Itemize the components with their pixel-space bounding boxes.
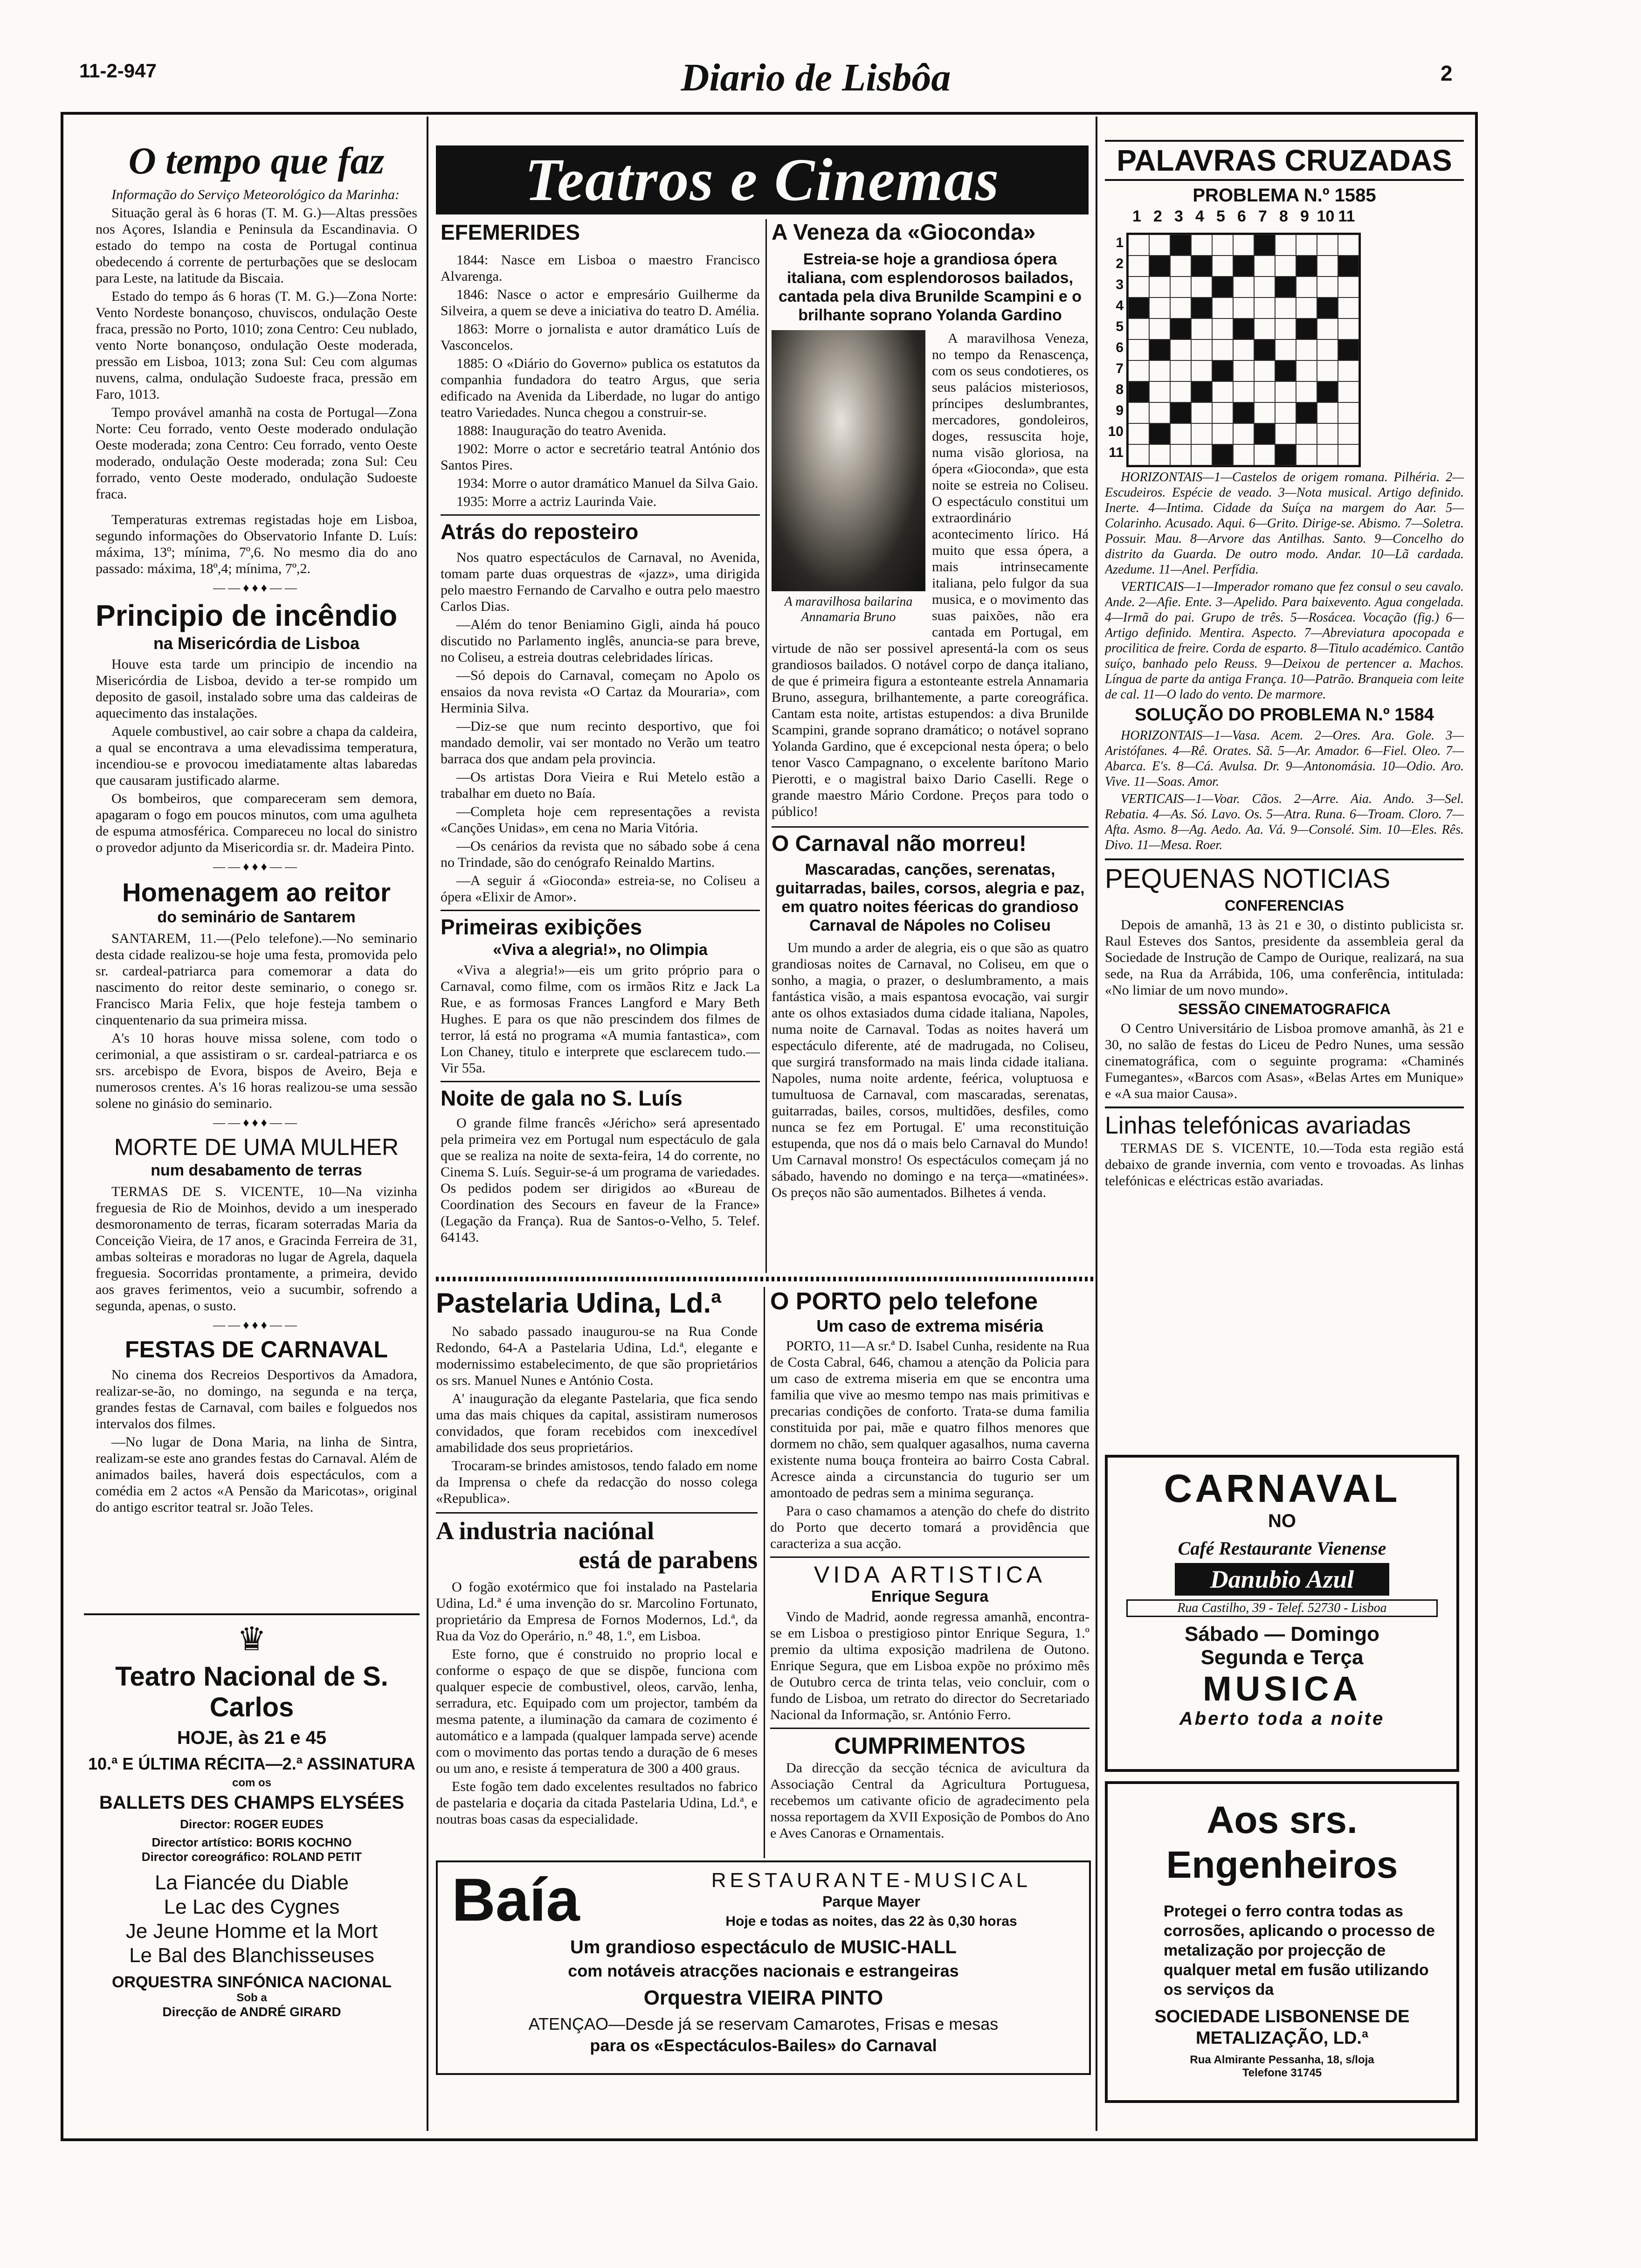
column-right <box>1105 140 1464 1352</box>
teatros-col-b <box>772 219 1089 1273</box>
crossword-col-number: 9 <box>1300 207 1309 225</box>
repo-item: —Além do tenor Beniamino Gigli, ainda há pouco discutido no Parlamento inglês, anuncia-se para breve, no Coliseu, a estreia doutras celebridades líricas. <box>441 617 760 665</box>
morte-subhead: num desabamento de terras <box>151 1162 362 1179</box>
crossword-cell <box>1233 381 1254 402</box>
crossword-cell <box>1317 235 1338 256</box>
crossword-cell <box>1170 444 1191 465</box>
crossword-cell <box>1338 444 1359 465</box>
crossword-cell <box>1275 423 1296 444</box>
crossword-cell <box>1254 235 1275 256</box>
crossword-cell <box>1338 256 1359 277</box>
scarlos-orchestra: ORQUESTRA SINFÓNICA NACIONAL <box>111 1973 392 1991</box>
crossword-cell <box>1212 444 1233 465</box>
danubio-days-1: Sábado — Domingo <box>1185 1623 1379 1646</box>
crossword-cell <box>1170 360 1191 381</box>
baia-line2: com notáveis atracções nacionais e estrangeiras <box>568 1961 959 1980</box>
crossword-cell <box>1275 402 1296 423</box>
crossword-cell <box>1128 402 1149 423</box>
scarlos-com: com os <box>232 1777 272 1789</box>
ornament-divider: ——♦♦♦—— <box>213 860 300 873</box>
crossword-cell <box>1149 277 1170 297</box>
crossword-cell <box>1296 381 1317 402</box>
pequenas-title: PEQUENAS NOTICIAS <box>1105 858 1464 895</box>
crossword-cell <box>1317 256 1338 277</box>
crossword-problem: PROBLEMA N.º 1585 <box>1193 185 1376 206</box>
primeiras-para: «Viva a alegria!»—eis um grito próprio para o Carnaval, como filme, com os irmãos Ritz e Jack La Rue, e as formosas Frances Langford e Mary Beth Hughes. E para os que não prescindem dos filmes de terror, lá está no programa «A mumia fantastica», com Lon Chaney, titulo e interprete que esclarecem tudo.—Vir 55a. <box>441 962 760 1076</box>
scarlos-work: Le Lac des Cygnes <box>164 1895 340 1918</box>
pastelaria-para: A' inauguração da elegante Pastelaria, que fica sendo uma das mais chiques da capital, assistiram numerosos convidados, que foram recebidos com inexcedível amabilidade dos seus proprietários. <box>436 1391 758 1455</box>
engenheiros-company: SOCIEDADE LISBONENSE DE METALIZAÇÃO, LD.ª <box>1154 2007 1410 2048</box>
crossword-cell <box>1338 297 1359 318</box>
crossword-cell <box>1149 402 1170 423</box>
crossword-cell <box>1338 339 1359 360</box>
crossword-cell <box>1191 339 1212 360</box>
carnaval-title: O Carnaval não morreu! <box>772 826 1089 857</box>
vida-para: Vindo de Madrid, aonde regressa amanhã, encontra-se em Lisboa o prestigioso pintor Enrique Segura, 1.º premio da ultima exposição madrilena de Outono. Enrique Segura, que em Lisboa expõe no próximo mês de Outubro cerca de trinta telas, veio concluir, com o fundo de Lisboa, um retrato do director do Secretariado Nacional da Informação, sr. António Ferro. <box>770 1609 1089 1722</box>
crossword-row-number: 2 <box>1116 256 1124 271</box>
festas-para: No cinema dos Recreios Desportivos da Amadora, realizar-se-ão, no domingo, na segunda e na terça, grandes festas de Carnaval, com bailes e folguedos nos intervalos dos filmes. <box>96 1367 417 1431</box>
crossword-cell <box>1149 256 1170 277</box>
crossword-cell <box>1128 423 1149 444</box>
ornament-divider: ——♦♦♦—— <box>213 1116 300 1129</box>
weather-source: Informação do Serviço Meteorológico da Marinha: <box>111 187 400 202</box>
crossword-cell <box>1212 381 1233 402</box>
crossword-cell <box>1233 297 1254 318</box>
crossword-row-number: 6 <box>1116 340 1124 355</box>
crossword-cell <box>1338 277 1359 297</box>
baia-ad <box>436 1860 1091 2075</box>
noite-para: O grande filme francês «Jéricho» será apresentado pela primeira vez em Portugal num espectáculo de gala que se realiza na noite de sexta-feira, 14 do corrente, no Cinema S. Luís. Seguir-se-á um programa de variedades. Os pedidos podem ser dirigidos ao «Bureau de Coordination des Secours en faveur de la France» (Legação da França). Rua de Santos-o-Velho, 5. Telef. 64143. <box>441 1115 760 1245</box>
teatros-banner: Teatros e Cinemas <box>436 145 1089 214</box>
repo-item: —Completa hoje cem representações a revista «Canções Unidas», em cena no Maria Vitória. <box>441 804 760 836</box>
crossword-cell <box>1317 381 1338 402</box>
center-left-lower <box>436 1287 758 1856</box>
crossword-cell <box>1254 277 1275 297</box>
engenheiros-tel: Telefone 31745 <box>1242 2067 1322 2079</box>
crossword-col-number: 7 <box>1258 207 1267 225</box>
efem-item: 1885: O «Diário do Governo» publica os estatutos da companhia fundadora do teatro Argus, que seria edificado na Avenida da Liberdade, no lugar do antigo teatro Variedades. Nunca chegou a construir-se. <box>441 356 760 420</box>
crossword-cell <box>1317 360 1338 381</box>
crossword-cell <box>1191 444 1212 465</box>
danubio-carnaval: CARNAVAL <box>1164 1466 1400 1510</box>
porto-sub: Um caso de extrema miséria <box>816 1316 1043 1335</box>
crossword-cell <box>1170 318 1191 339</box>
crossword-cell <box>1296 235 1317 256</box>
teatros-col-a <box>441 219 760 1273</box>
crossword-cell <box>1191 423 1212 444</box>
linhas-para: TERMAS DE S. VICENTE, 10.—Toda esta região está debaixo de grande invernia, com vento e trovoadas. As linhas telefónicas e eléctricas estão avariadas. <box>1105 1141 1464 1189</box>
cumprimentos-para: Da direcção da secção técnica de avicultura da Associação Central da Agricultura Portuguesa, recebemos um cativante oficio de agradecimento pela nossa reportagem da XVII Exposição de Pombos do Ano e Aves Canoras e Ornamentais. <box>770 1760 1089 1841</box>
scarlos-work: Le Bal des Blanchisseuses <box>129 1944 374 1967</box>
danubio-address: Rua Castilho, 39 - Telef. 52730 - Lisboa <box>1126 1599 1438 1617</box>
crossword-cell <box>1170 423 1191 444</box>
crossword-cell <box>1254 360 1275 381</box>
crossword-cell <box>1170 381 1191 402</box>
porto-para: PORTO, 11—A sr.ª D. Isabel Cunha, residente na Rua de Costa Cabral, 646, chamou a atenção da Policia para um caso de extrema miseria em que se encontra uma familia que vive ao mesmo tempo nas mais primitivas e precarias condições de conforto. Trata-se duma familia constituida por pai, mãe e quatro filhos menores que dormem no chão, sem qualquer agasalhos, numa caverna existente numa bouça fronteira ao bairro Costa Cabral. Acresce ainda a circunstancia do tugurio ser um amontoado de pedras sem a minima segurança. <box>770 1338 1089 1500</box>
porto-para: Para o caso chamamos a atenção do chefe do distrito do Porto que decerto tomará a providência que caracteriza a sua acção. <box>770 1503 1089 1551</box>
industria-para: Este forno, que é construido no proprio local e conforme o espaço de que se dispõe, funciona com qualquer especie de combustivel, oleos, carvão, lenha, serradura, etc. Equipado com um projector, também da mesma patente, a iluminação da camara de cozimento é automático e a lampada (qualquer lampada serve) acende com o movimento das portas tendo a duração de 6 meses ou um ano, e resiste á temperatura de 300 a 400 graus. <box>436 1646 758 1776</box>
danubio-name: Danubio Azul <box>1175 1563 1389 1596</box>
crossword-row-number: 4 <box>1116 298 1124 313</box>
crossword-cell <box>1212 360 1233 381</box>
crossword-col-number: 2 <box>1153 207 1162 225</box>
primeiras-sub: «Viva a alegria!», no Olimpia <box>493 941 708 959</box>
pastelaria-para: No sabado passado inaugurou-se na Rua Conde Redondo, 64-A a Pastelaria Udina, Ld.ª, elegante e modernissimo estabelecimento, de que são proprietários os srs. Manuel Nunes e António Costa. <box>436 1324 758 1388</box>
crossword-cell <box>1149 235 1170 256</box>
crossword-cell <box>1233 256 1254 277</box>
crossword-clues-v: VERTICAIS—1—Imperador romano que fez consul o seu cavalo. Ande. 2—Afie. Ente. 3—Apelido. Para baixevento. Agua congelada. 4—Irmã do pai. Grupo de três. 5—Rosácea. Vocação (fig.) 6—Artigo definido. Mentira. Aspecto. 7—Abreviatura apocopada e procilitica de freire. Corda de esparto. 8—Titulo académico. Cantão suíço, banhado pelo Reuss. 9—Deixou de pertencer a. Machos. Língua de parte da antiga França. 10—Patrão. Branqueia com leite de cal. 11—O lado do vento. De marmore. <box>1105 580 1464 702</box>
fire-headline: Principio de incêndio <box>96 599 398 632</box>
crossword-cell <box>1275 339 1296 360</box>
crossword-cell <box>1338 360 1359 381</box>
crossword-cell <box>1191 256 1212 277</box>
weather-para: Tempo provável amanhã na costa de Portugal—Zona Norte: Ceu forrado, vento Oeste moderado ondulação Oeste moderada; zona Centro: Ceu forrado, vento Oeste moderado, ondulação Oeste moderada; zona Sul: Ceu forrado, vento Oeste moderado, ondulação Sudoeste fraca. <box>96 405 417 502</box>
carnaval-sub: Mascaradas, canções, serenatas, guitarradas, bailes, corsos, alegria e paz, em quatro noites féericas do grandioso Carnaval de Nápoles no Coliseu <box>775 861 1085 934</box>
crossword-cell <box>1317 339 1338 360</box>
efem-item: 1863: Morre o jornalista e autor dramático Luís de Vasconcelos. <box>441 321 760 353</box>
crossword-cell <box>1254 402 1275 423</box>
crossword-row-numbers <box>1105 232 1124 488</box>
baia-orchestra: Orquestra VIEIRA PINTO <box>643 1986 883 2009</box>
danubio-cafe: Café Restaurante Vienense <box>1178 1538 1386 1559</box>
repo-item: —Os cenários da revista que no sábado sobe á cena no Trindade, são do cenógrafo Reinaldo Martins. <box>441 838 760 870</box>
scarlos-work: La Fiancée du Diable <box>155 1871 349 1894</box>
crossword-cell <box>1254 381 1275 402</box>
weather-para: Situação geral às 6 horas (T. M. G.)—Altas pressões nos Açores, Islandia e Peninsula da Escandinavia. O estado do tempo na costa de Portugal continua obedecendo á corrente de perturbações que se deslocam para Leste, na latitude da Biscaia. <box>96 205 417 286</box>
reitor-headline: Homenagem ao reitor <box>122 878 391 907</box>
crossword-cell <box>1212 318 1233 339</box>
reitor-para: A's 10 horas houve missa solene, com todo o cerimonial, a que assistiram o sr. cardeal-patriarca e os srs. arcebispo de Evora, bispos de Aveiro, Beja e numerosos crentes. A's 16 horas realizou-se uma sessão solene no ginásio do seminario. <box>96 1030 417 1111</box>
crossword-row-number: 10 <box>1108 424 1124 439</box>
solution-v: VERTICAIS—1—Voar. Cãos. 2—Arre. Aia. Ando. 3—Sel. Rebatia. 4—As. Só. Lavo. Os. 5—Atra. Runa. 6—Troam. Cloro. 7—Afta. Asmo. 8—Ag. Aedo. Aa. Vá. 9—Consolé. Sim. 10—Eles. Rês. Divo. 11—Mesa. Roer. <box>1105 792 1464 852</box>
crossword-col-number: 8 <box>1279 207 1288 225</box>
crossword-cell <box>1191 360 1212 381</box>
crossword-cell <box>1317 318 1338 339</box>
reitor-subhead: do seminário de Santarem <box>157 908 356 926</box>
crossword-cell <box>1128 339 1149 360</box>
crossword-cell <box>1170 339 1191 360</box>
crossword-cell <box>1254 423 1275 444</box>
crossword-cell <box>1170 277 1191 297</box>
crossword-row-number: 7 <box>1116 361 1124 376</box>
morte-para: TERMAS DE S. VICENTE, 10—Na vizinha freguesia de Rio de Moinhos, devido a um inesperado desmoronamento de terras, ficaram soterradas Maria da Conceição Vieira, de 17 anos, e Gracinda Ferreira de 31, ambas solteiras e moradoras no lugar de Agrela, daquela freguesia. Socorridas prontamente, a primeira, devido aos graves ferimentos, veio a sucumbir, sofrendo a segunda, apenas, o susto. <box>96 1184 417 1314</box>
crossword-col-number: 1 <box>1132 207 1141 225</box>
scarlos-artistic: Director artístico: BORIS KOCHNO <box>152 1835 352 1849</box>
engenheiros-address: Rua Almirante Pessanha, 18, s/loja <box>1190 2054 1374 2066</box>
crossword-cell <box>1233 423 1254 444</box>
crossword-cell <box>1275 256 1296 277</box>
crossword-cell <box>1149 360 1170 381</box>
crossword-cell <box>1296 423 1317 444</box>
porto-title: O PORTO pelo telefone <box>770 1288 1038 1315</box>
veneza-photo-wrap <box>772 330 925 625</box>
fire-para: Aquele combustivel, ao cair sobre a chapa da caldeira, a qual se encontrava a uma elevadissima temperatura, incendiou-se e provocou imediatamente altas labaredas que causaram justificado alarme. <box>96 724 417 788</box>
industria-title-2: está de parabens <box>578 1546 758 1574</box>
crossword-cell <box>1149 339 1170 360</box>
crossword-cell <box>1275 360 1296 381</box>
crossword-grid <box>1126 233 1361 467</box>
crossword-cell <box>1296 256 1317 277</box>
crossword-cell <box>1191 235 1212 256</box>
crossword-cell <box>1275 277 1296 297</box>
efemerides-title: EFEMERIDES <box>441 220 580 244</box>
ornament-divider: ——♦♦♦—— <box>213 581 300 595</box>
crossword-cell <box>1233 444 1254 465</box>
page-number: 2 <box>1441 61 1453 85</box>
cumprimentos-title: CUMPRIMENTOS <box>770 1728 1089 1760</box>
crossword-cell <box>1296 444 1317 465</box>
crossword-cell <box>1254 297 1275 318</box>
noite-title: Noite de gala no S. Luís <box>441 1081 760 1111</box>
issue-date: 11-2-947 <box>79 60 157 82</box>
repo-item: —Só depois do Carnaval, começam no Apolo os ensaios da nova revista «O Cartaz da Mouraria», com Herminia Silva. <box>441 668 760 716</box>
center-lower-mid-rule <box>764 1287 765 1858</box>
danubio-ad <box>1105 1455 1459 1772</box>
scarlos-director: Director: ROGER EUDES <box>180 1817 324 1831</box>
scarlos-conductor: Direcção de ANDRÉ GIRARD <box>162 2005 341 2019</box>
engenheiros-ad <box>1105 1781 1459 2103</box>
crossword-col-number: 6 <box>1237 207 1246 225</box>
crossword-row-number: 3 <box>1116 277 1124 292</box>
crossword-cell <box>1170 297 1191 318</box>
vida-sub: Enrique Segura <box>871 1588 989 1605</box>
engenheiros-title: Aos srs. Engenheiros <box>1166 1799 1398 1886</box>
sessao-title: SESSÃO CINEMATOGRAFICA <box>1178 1001 1391 1017</box>
crossword-cell <box>1317 277 1338 297</box>
pastelaria-title: Pastelaria Udina, Ld.ª <box>436 1287 722 1319</box>
conferencias-para: Depois de amanhã, 13 às 21 e 30, o distinto publicista sr. Raul Esteves dos Santos, presidente da assembleia geral da Sociedade de Instrução de Campo de Ourique, realizará, na sua sede, na Rua da Arrábida, 106, uma conferência, intitulada: «No limiar de um novo mundo». <box>1105 917 1464 998</box>
industria-title-1: A industria naciónal <box>436 1512 758 1545</box>
crossword-cell <box>1338 402 1359 423</box>
solution-title: SOLUÇÃO DO PROBLEMA N.º 1584 <box>1135 705 1434 725</box>
vida-title: VIDA ARTISTICA <box>770 1556 1089 1589</box>
crossword-cell <box>1254 444 1275 465</box>
crossword-cell <box>1128 235 1149 256</box>
crossword-cell <box>1317 297 1338 318</box>
baia-kind: RESTAURANTE-MUSICAL <box>711 1869 1032 1892</box>
efem-item: 1935: Morre a actriz Laurinda Vaie. <box>456 494 657 509</box>
crossword-cell <box>1254 256 1275 277</box>
crossword-cell <box>1149 381 1170 402</box>
crossword-clues-h: HORIZONTAIS—1—Castelos de origem romana. Pilhéria. 2—Escudeiros. Espécie de veado. 3—Nota musical. Artigo definido. Inerte. 4—Intima. Cidade da Suíça na margem do Aar. 5—Colarinho. Acusado. Aqui. 6—Grito. Dirige-se. Abismo. 7—Soletra. Possuir. Mau. 8—Arvore das Antilhas. Santo. 9—Concelho do distrito da Guarda. De outro modo. Andar. 10—Lã cardada. Azedume. 11—Anel. Perfídia. <box>1105 470 1464 577</box>
crossword-cell <box>1317 444 1338 465</box>
fire-para: Os bombeiros, que compareceram sem demora, apagaram o fogo em poucos minutos, com uma agulheta de espuma atmosférica. Compareceu no local do sinistro o provedor adjunto da Misericordia sr. dr. Madeira Pinto. <box>96 791 417 855</box>
scarlos-choreo: Director coreográfico: ROLAND PETIT <box>141 1850 362 1864</box>
industria-para: Este fogão tem dado excelentes resultados no fabrico de pastelaria e doçaria da citada Pastelaria Udina, Ld.ª, e noutras boas casas da especialidade. <box>436 1779 758 1827</box>
crossword-cell <box>1212 402 1233 423</box>
solution-h: HORIZONTAIS—1—Vasa. Acem. 2—Ores. Ara. Gole. 3—Aristófanes. 4—Rê. Orates. Sã. 5—Ar. Amador. 6—Fiel. Oleo. 7—Abarca. E's. 8—Cá. Avulsa. Dr. 9—Antonomásia. 10—Odio. Aro. Vive. 11—Soas. Amor. <box>1105 728 1464 789</box>
danubio-no: NO <box>1268 1511 1296 1531</box>
crossword-cell <box>1233 318 1254 339</box>
efem-item: 1846: Nasce o actor e empresário Guilherme da Silveira, a quem se deve a iniciativa do teatro D. Amélia. <box>441 287 760 318</box>
efem-item: 1934: Morre o autor dramático Manuel da Silva Gaio. <box>456 476 758 491</box>
crossword-cell <box>1317 423 1338 444</box>
crossword-row-number: 11 <box>1109 445 1124 460</box>
crossword-cell <box>1275 235 1296 256</box>
repo-item: —A seguir á «Gioconda» estreia-se, no Coliseu a ópera «Elixir de Amor». <box>441 873 760 905</box>
sessao-para: O Centro Universitário de Lisboa promove amanhã, às 21 e 30, no salão de festas do Liceu de Pedro Nunes, uma sessão cinematográfica, com o seguinte programa: «Chaminés Fumegantes», «Barcos com Asas», «Belas Artes em Munique» e «A sua maior Causa». <box>1105 1021 1464 1101</box>
ballerina-photo <box>772 330 925 591</box>
crossword-col-number: 10 <box>1317 207 1335 225</box>
repo-item: —Diz-se que num recinto desportivo, que foi mandado demolir, vai ser montado no Verão um teatro barraca dos que andam pela provincia. <box>441 719 760 767</box>
crossword-cell <box>1128 318 1149 339</box>
morte-headline: MORTE DE UMA MULHER <box>114 1134 399 1160</box>
crossword-cell <box>1149 423 1170 444</box>
festas-para: —No lugar de Dona Maria, na linha de Sintra, realizam-se este ano grandes festas do Carnaval. Além de animados bailes, haverá dois espectáculos, com a comédia em 2 actos «A Pensão da Maricotas», original do antigo escritor teatral sr. João Teles. <box>96 1434 417 1515</box>
crossword-cell <box>1128 444 1149 465</box>
crossword-row-number: 8 <box>1116 382 1124 397</box>
crossword-cell <box>1233 235 1254 256</box>
crossword-col-number: 5 <box>1216 207 1225 225</box>
crossword-cell <box>1149 444 1170 465</box>
col-rule-3 <box>1096 117 1097 2131</box>
carnaval-para: Um mundo a arder de alegria, eis o que são as quatro grandiosas noites de Carnaval, no Coliseu, em que o sonho, a magia, o prazer, o deslumbramento, a mais fantástica visão, a mais espantosa evocação, vai surgir ante os olhos extasiados duma cidade italiana, Napoles, numa noite de Carnaval. Todas as noites haverá um espectáculo diferente, até de madrugada, no Coliseu, que surgirá transformado na mais linda cidade italiana. Napoles, numa noite ardente, feérica, voluptuosa e tumultuosa de Carnaval, com mascaradas, serenatas, guitarradas, bailes, corsos, multidões, desfiles, como nunca se fez em Portugal. E' uma reconstituição estupenda, que nos dá o mais belo Carnaval do Mundo! Um Carnaval monstro! Os espectáculos começam já no sábado, havendo no domingo e na terça—«matinées». Os preços não são aumentados. Bilhetes á venda. <box>772 940 1089 1200</box>
photo-caption: A maravilhosa bailarina Annamaria Bruno <box>784 595 913 624</box>
page-frame-right <box>1475 112 1478 2140</box>
crossword-cell <box>1191 402 1212 423</box>
crossword-cell <box>1275 444 1296 465</box>
crossword-cell <box>1338 381 1359 402</box>
conferencias-title: CONFERENCIAS <box>1224 897 1344 914</box>
veneza-sub: Estreia-se hoje a grandiosa ópera italiana, com esplendorosos bailados, cantada pela diva Brunilde Scampini e o brilhante soprano Yolanda Gardino <box>779 250 1082 324</box>
crossword-cell <box>1191 277 1212 297</box>
teatros-bottom-rule <box>436 1277 1093 1281</box>
crossword-cell <box>1191 297 1212 318</box>
masthead-title: Diario de Lisbôa <box>681 56 951 99</box>
page-frame-left <box>61 112 63 2140</box>
crossword-cell <box>1233 277 1254 297</box>
crossword-title: PALAVRAS CRUZADAS <box>1105 140 1464 181</box>
weather-para: Temperaturas extremas registadas hoje em Lisboa, segundo informações do Observatorio Infante D. Luís: máxima, 13º; mínima, 7º,6. No mesmo dia do ano passado: máxima, 18º,4; mínima, 7º,2. <box>96 512 417 576</box>
crossword-cell <box>1191 381 1212 402</box>
scarlos-ad <box>84 1613 420 2133</box>
baia-attention: ATENÇAO—Desde já se reservam Camarotes, Frisas e mesas <box>528 2014 999 2033</box>
crossword-cell <box>1296 318 1317 339</box>
scarlos-title: Teatro Nacional de S. Carlos <box>115 1661 388 1722</box>
crossword-row-number: 9 <box>1116 403 1124 418</box>
crossword-cell <box>1296 402 1317 423</box>
crossword-cell <box>1170 235 1191 256</box>
scarlos-sob: Sob a <box>236 1991 267 2004</box>
crossword-cell <box>1296 339 1317 360</box>
crossword-cell <box>1275 318 1296 339</box>
scarlos-when: HOJE, às 21 e 45 <box>177 1728 327 1748</box>
crossword-cell <box>1212 339 1233 360</box>
crossword-cell <box>1233 402 1254 423</box>
repo-item: Nos quatro espectáculos de Carnaval, no Avenida, tomam parte duas orquestras de «jazz», uma dirigida pelo maestro Fernando de Carvalho e outra pelo maestro Carlos Dias. <box>441 550 760 614</box>
crossword-cell <box>1338 235 1359 256</box>
weather-title: O tempo que faz <box>128 140 385 182</box>
crossword-cell <box>1296 360 1317 381</box>
primeiras-title: Primeiras exibições <box>441 910 760 940</box>
baia-place: Parque Mayer <box>822 1893 920 1910</box>
crossword-cell <box>1296 277 1317 297</box>
center-right-lower <box>770 1287 1089 1856</box>
baia-time: Hoje e todas as noites, das 22 às 0,30 horas <box>725 1914 1017 1929</box>
efem-item: 1902: Morre o actor e secretário teatral António dos Santos Pires. <box>441 441 760 473</box>
ornament-divider: ——♦♦♦—— <box>213 1318 300 1332</box>
reposteiro-title: Atrás do reposteiro <box>441 514 760 545</box>
crossword-cell <box>1212 235 1233 256</box>
teatros-mid-rule <box>765 219 767 1273</box>
scarlos-work: Je Jeune Homme et la Mort <box>125 1920 378 1943</box>
baia-attention-2: para os «Espectáculos-Bailes» do Carnaval <box>590 2036 937 2055</box>
crossword-row-number: 5 <box>1116 319 1124 334</box>
pastelaria-para: Trocaram-se brindes amistosos, tendo falado em nome da Imprensa o chefe da redacção do nosso colega «Republica». <box>436 1458 758 1506</box>
danubio-days-2: Segunda e Terça <box>1200 1646 1364 1669</box>
linhas-title: Linhas telefónicas avariadas <box>1105 1106 1464 1140</box>
crossword-col-number: 11 <box>1338 207 1355 225</box>
crossword-cell <box>1254 339 1275 360</box>
crossword-col-number: 4 <box>1195 207 1204 225</box>
crossword-cell <box>1254 318 1275 339</box>
fire-para: Houve esta tarde um principio de incendio na Misericórdia de Lisboa, devido a ter-se rompido um deposito de gasoil, instalado sobre uma das caldeiras de aquecimento das instalações. <box>96 657 417 721</box>
repo-item: —Os artistas Dora Vieira e Rui Metelo estão a trabalhar em dueto no Baía. <box>441 769 760 801</box>
baia-line1: Um grandioso espectáculo de MUSIC-HALL <box>570 1937 957 1957</box>
crossword-cell <box>1128 360 1149 381</box>
reitor-para: SANTAREM, 11.—(Pelo telefone).—No seminario desta cidade realizou-se hoje uma festa, promovida pelo sr. cardeal-patriarca para comemorar a data do nascimento do reitor deste seminario, o conego sr. Francisco Maria Felix, que hoje festeja tambem o cinquentenario da sua primeira missa. <box>96 931 417 1028</box>
baia-name: Baía <box>452 1866 580 1934</box>
crossword-cell <box>1212 297 1233 318</box>
crossword-area <box>1105 208 1464 530</box>
crossword-cell <box>1191 318 1212 339</box>
fire-subhead: na Misericórdia de Lisboa <box>153 634 360 653</box>
crossword-row-number: 1 <box>1116 235 1124 250</box>
danubio-musica: MUSICA <box>1203 1669 1361 1708</box>
crossword-cell <box>1233 339 1254 360</box>
crossword-cell <box>1275 381 1296 402</box>
crossword-cell <box>1212 423 1233 444</box>
crossword-cell <box>1317 402 1338 423</box>
col-rule-1 <box>427 117 428 2131</box>
page-frame-bottom <box>61 2138 1478 2141</box>
danubio-open: Aberto toda a noite <box>1179 1708 1385 1729</box>
crossword-cell <box>1128 381 1149 402</box>
crossword-cell <box>1338 423 1359 444</box>
crossword-cell <box>1149 318 1170 339</box>
veneza-title: A Veneza da «Gioconda» <box>772 220 1036 245</box>
efem-item: 1844: Nasce em Lisboa o maestro Francisco Alvarenga. <box>441 252 760 284</box>
crossword-col-numbers <box>1124 208 1380 232</box>
industria-para: O fogão exotérmico que foi instalado na Pastelaria Udina, Ld.ª é uma invenção do sr. Marcolino Fortunato, proprietário da Empresa de Fornos Modernos, Ld.ª, da Rua da Voz do Operário, n.º 48, 1.º, em Lisboa. <box>436 1579 758 1644</box>
crossword-cell <box>1128 256 1149 277</box>
crossword-cell <box>1212 277 1233 297</box>
veneza-para: A maravilhosa Veneza, no tempo da Renascença, com os seus condotieres, os seus palácios misteriosos, príncipes deslumbrantes, mercadores, gondoleiros, doges, ressuscita hoje, numa visão gloriosa, na ópera «Gioconda», que esta noite se estreia no Coliseu. O espectáculo constitui um extraordinário acontecimento lírico. Há muito que essa ópera, a mais intrinsecamente italiana, pelo fulgor da sua musica, e o movimento das suas paixões, não era cantada em Portugal, em virtude de não ser possivel apresentá-la com os seus grandiosos bailados. O notável corpo de dança italiano, de que é primeira figura a estonteante estrela Annamaria Bruno, assegura, brilhantemente, a parte coreográfica. Cantam esta noite, artistas estupendos: a diva Brunilde Scampini, grande soprano dramático; o notável soprano Yolanda Gardino, que é excepcional nesta ópera; o belo tenor Vasco Campagnano, o excelente barítono Mario Pierotti, e o magistral baixo Dario Caselli. Rege o grande maestro Mário Cordone. Preços para todo o público! <box>772 331 1089 819</box>
engenheiros-text: Protegei o ferro contra todas as corrosões, aplicando o processo de metalização por projecção de qualquer metal em fusão utilizando os serviços da <box>1164 1902 1435 1998</box>
weather-para: Estado do tempo ás 6 horas (T. M. G.)—Zona Norte: Vento Nordeste bonançoso, chuviscos, ondulação Oeste fraca, pressão no Porto, 1010; zona Centro: Ceu nublado, vento Norte bonançoso, ondulação Oeste moderada, pressão em Lisboa, 1013; zona Sul: Ceu com algumas nuvens, calma, ondulação Sudoeste fraca, pressão em Faro, 1013. <box>96 289 417 402</box>
efem-item: 1888: Inauguração do teatro Avenida. <box>456 423 667 438</box>
crown-emblem-icon: ♛ <box>237 1622 267 1658</box>
crossword-cell <box>1233 360 1254 381</box>
crossword-cell <box>1275 297 1296 318</box>
scarlos-recital: 10.ª E ÚLTIMA RÉCITA—2.ª ASSINATURA <box>88 1754 416 1773</box>
crossword-col-number: 3 <box>1174 207 1183 225</box>
crossword-cell <box>1212 256 1233 277</box>
top-rule <box>61 112 1478 115</box>
scarlos-ballets: BALLETS DES CHAMPS ELYSÉES <box>99 1792 405 1813</box>
crossword-cell <box>1128 297 1149 318</box>
crossword-cell <box>1149 297 1170 318</box>
crossword-cell <box>1170 402 1191 423</box>
crossword-cell <box>1170 256 1191 277</box>
crossword-cell <box>1128 277 1149 297</box>
crossword-cell <box>1296 297 1317 318</box>
festas-headline: FESTAS DE CARNAVAL <box>125 1336 388 1362</box>
crossword-cell <box>1338 318 1359 339</box>
